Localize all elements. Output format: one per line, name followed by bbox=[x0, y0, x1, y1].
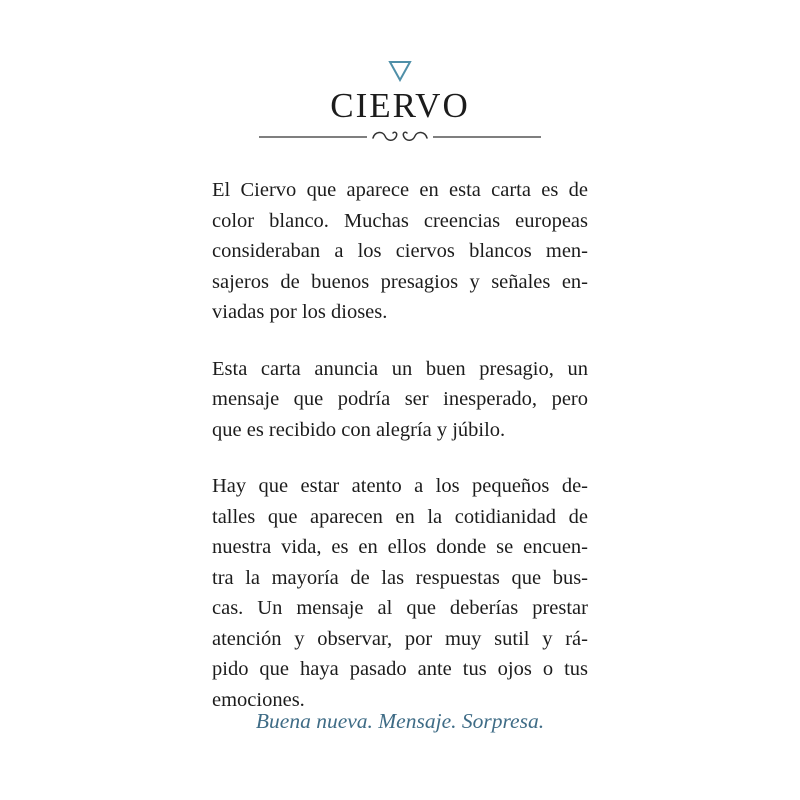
card-motto: Buena nueva. Mensaje. Sorpresa. bbox=[255, 709, 545, 733]
text-line: consideraban a los ciervos blancos men- bbox=[212, 240, 588, 262]
text-line: cas. Un mensaje al que deberías prestar bbox=[212, 597, 588, 619]
text-line: nuestra vida, es en ellos donde se encuen- bbox=[212, 536, 588, 558]
text-line: talles que aparecen en la cotidianidad de bbox=[212, 505, 588, 528]
downward-triangle-icon bbox=[388, 60, 412, 82]
text-line: Esta carta anuncia un buen presagio, un bbox=[212, 357, 588, 380]
text-line: sajeros de buenos presagios y señales en- bbox=[212, 270, 588, 293]
text-line: color blanco. Muchas creencias europeas bbox=[212, 209, 588, 232]
text-line: El Ciervo que aparece en esta carta es de bbox=[212, 179, 588, 201]
text-line: mensaje que podría ser inesperado, pero bbox=[212, 388, 588, 410]
paragraph-3 bbox=[212, 471, 588, 715]
text-line: emociones. bbox=[212, 688, 305, 711]
flourish-divider-icon bbox=[259, 126, 541, 148]
paragraph-1 bbox=[212, 175, 588, 328]
text-line: pido que haya pasado ante tus ojos o tus bbox=[212, 658, 588, 680]
paragraph-2 bbox=[212, 354, 588, 446]
text-line: que es recibido con alegría y júbilo. bbox=[212, 418, 506, 441]
text-line: atención y observar, por muy sutil y rá- bbox=[212, 627, 588, 650]
text-line: tra la mayoría de las respuestas que bus- bbox=[212, 566, 588, 589]
text-line: viadas por los dioses. bbox=[212, 301, 388, 323]
card-title: CIERVO bbox=[330, 86, 470, 125]
card-body bbox=[212, 175, 588, 741]
text-line: Hay que estar atento a los pequeños de- bbox=[212, 475, 588, 497]
